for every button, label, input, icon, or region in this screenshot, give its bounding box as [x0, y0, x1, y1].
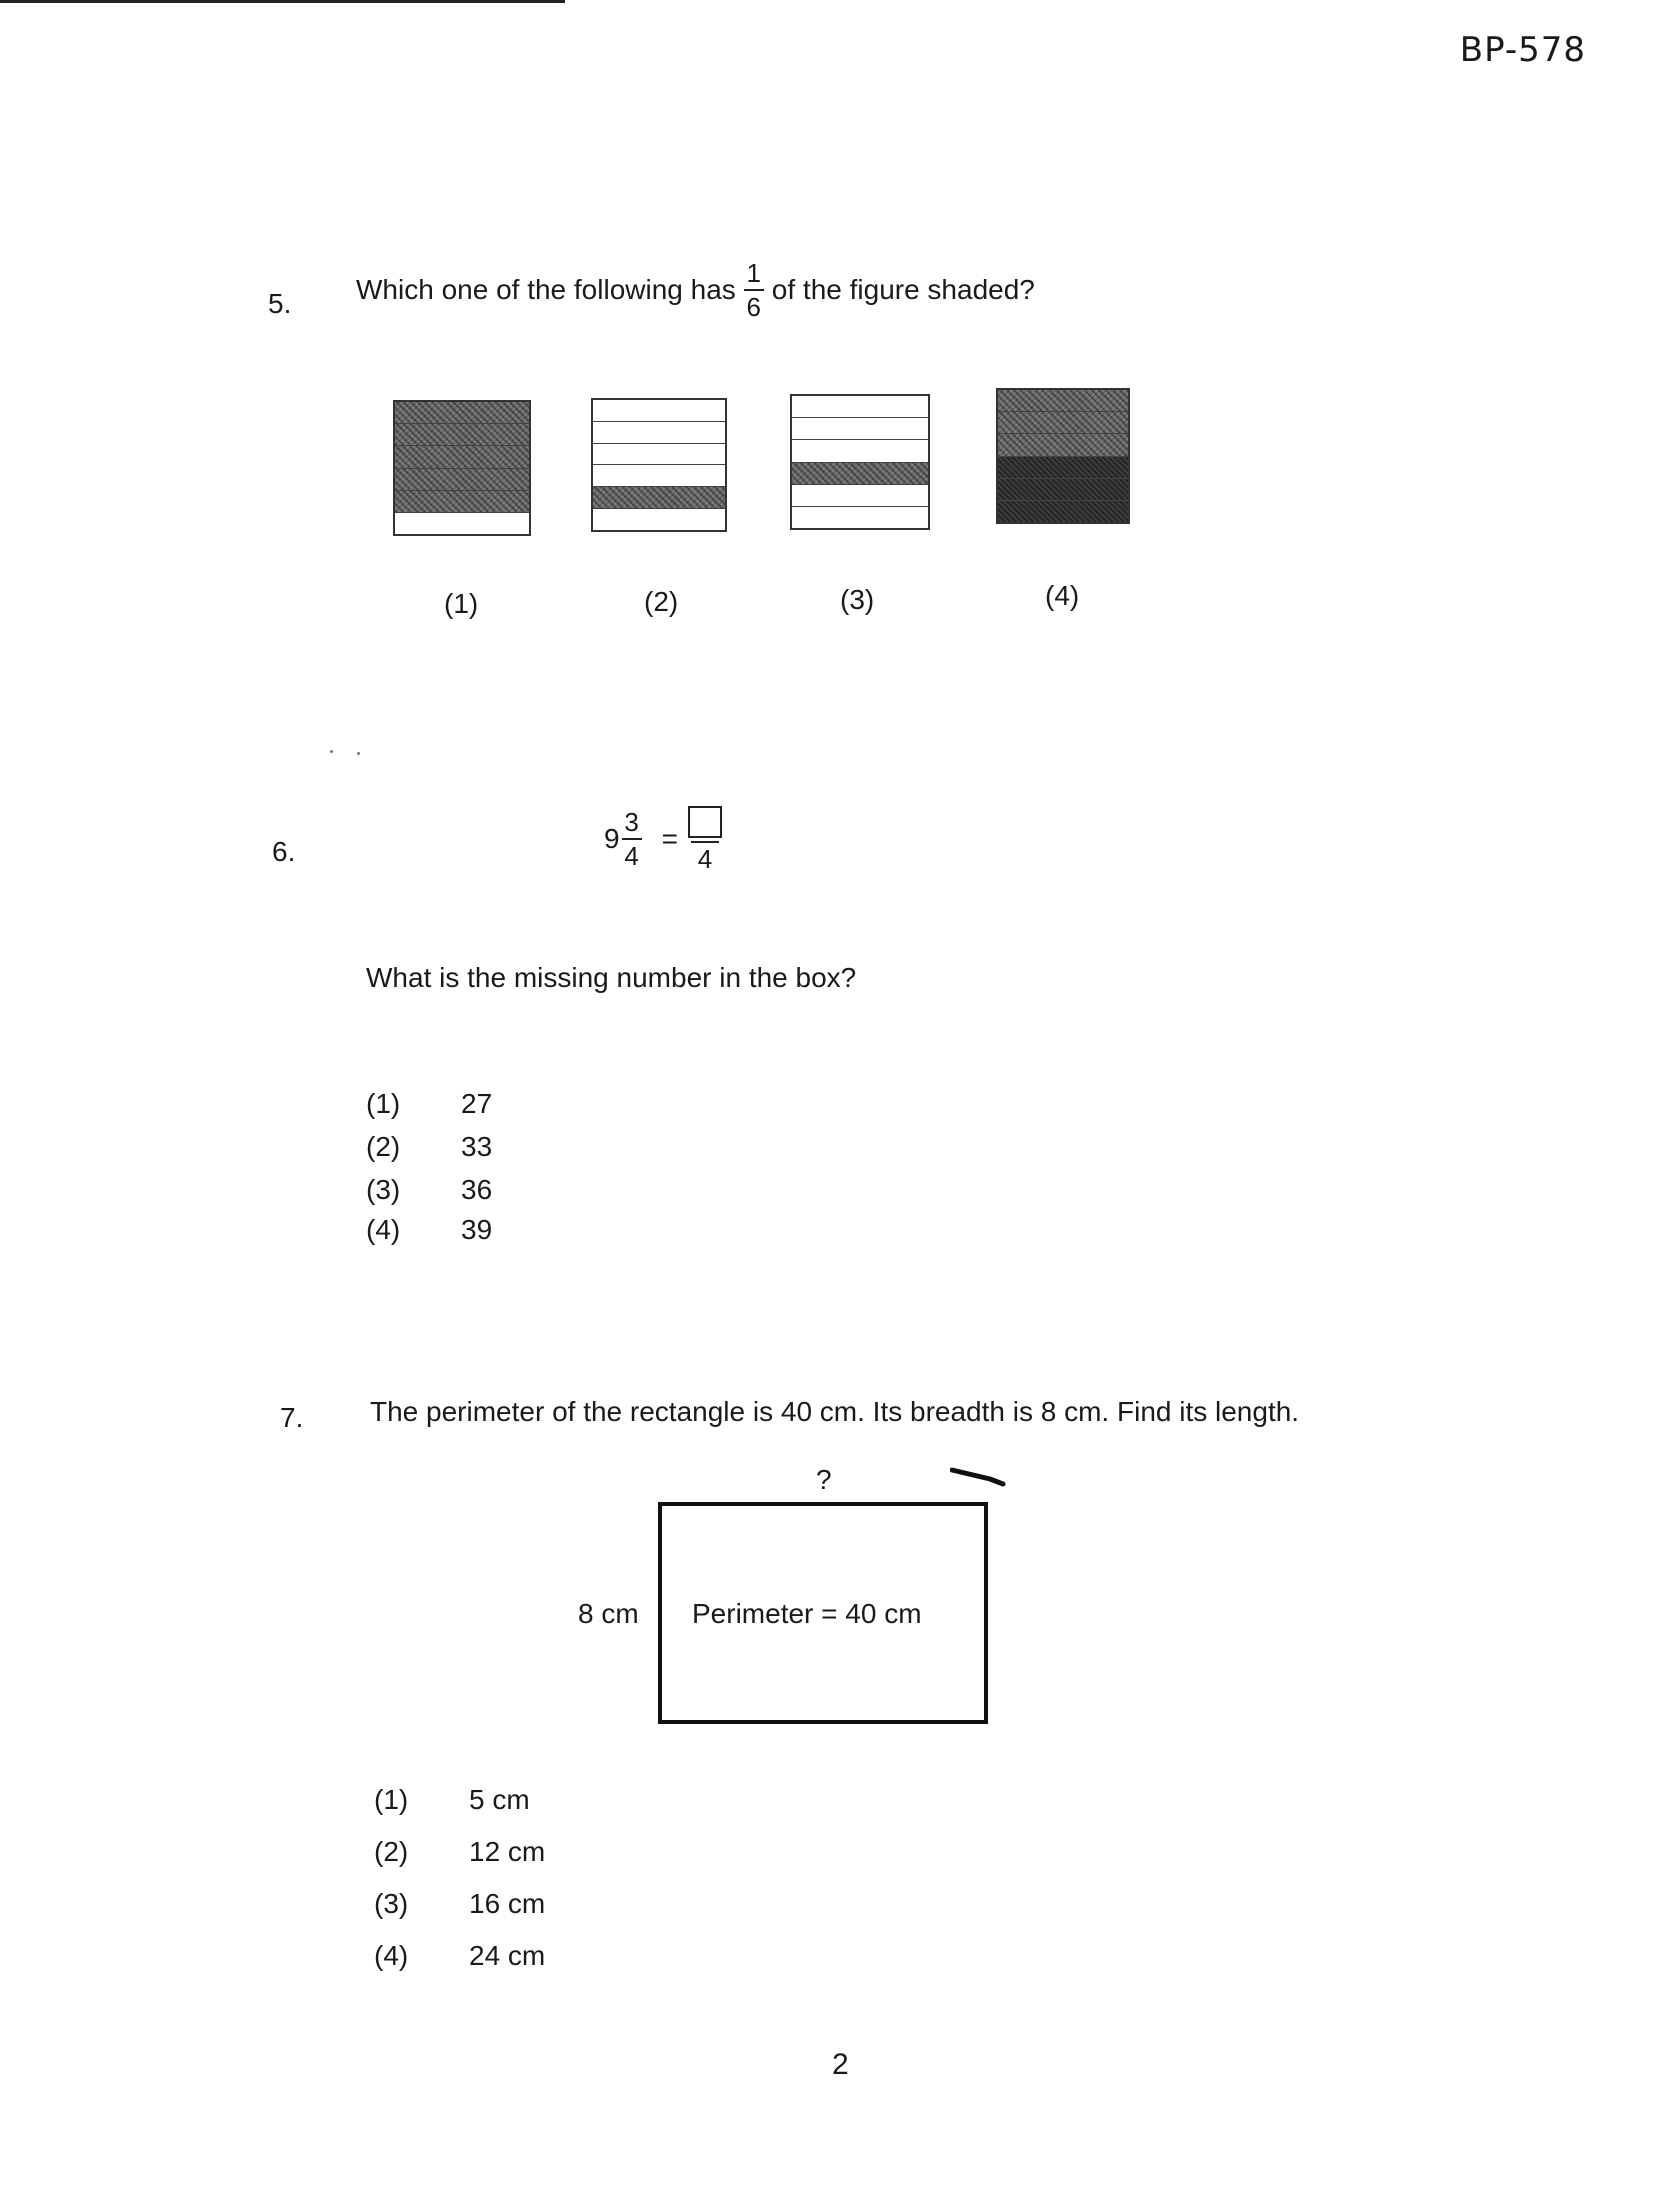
option-number: (4)	[374, 1940, 409, 1971]
pen-mark	[950, 1466, 1006, 1488]
option-number: (1)	[374, 1784, 409, 1815]
question-5-text-after: of the figure shaded?	[771, 274, 1035, 305]
choice-4-figure	[996, 388, 1130, 524]
equals-sign: =	[661, 823, 678, 854]
option-value: 39	[461, 1214, 493, 1245]
q7-option-4	[374, 1940, 545, 1972]
fraction-denominator: 4	[697, 844, 713, 874]
option-value: 27	[461, 1088, 493, 1119]
fraction-numerator: 1	[746, 258, 762, 288]
question-5-text	[356, 260, 1035, 320]
choice-2-label: (2)	[644, 586, 679, 617]
choice-3-label: (3)	[840, 584, 875, 615]
shaded-strip	[998, 501, 1128, 522]
option-number: (4)	[366, 1214, 401, 1245]
fraction-bar	[744, 289, 764, 291]
fraction-bar	[691, 841, 719, 843]
question-5-number: 5.	[268, 288, 292, 319]
choice-4-label: (4)	[1045, 580, 1080, 611]
option-number: (3)	[374, 1888, 409, 1919]
answer-fraction	[688, 806, 722, 872]
option-number: (1)	[366, 1088, 401, 1119]
unshaded-strip	[593, 509, 725, 530]
question-5-text-before: Which one of the following has	[356, 274, 736, 305]
choice-1-label: (1)	[444, 588, 479, 619]
option-number: (2)	[366, 1131, 401, 1162]
fraction-bar	[622, 838, 642, 840]
document-code: BP-578	[1459, 30, 1586, 70]
question-7-text: The perimeter of the rectangle is 40 cm. Its breadth is 8 cm. Find its length.	[370, 1396, 1300, 1427]
shaded-strip	[395, 491, 529, 513]
page-number: 2	[832, 2048, 849, 2081]
shaded-strip	[998, 412, 1128, 434]
q7-option-1	[374, 1784, 530, 1816]
option-value: 33	[461, 1131, 493, 1162]
shaded-strip	[395, 446, 529, 468]
choice-1-figure	[393, 400, 531, 536]
q7-option-2	[374, 1836, 545, 1868]
unshaded-strip	[395, 513, 529, 534]
fraction-denominator: 6	[746, 292, 762, 322]
shaded-strip	[792, 463, 928, 485]
q6-option-4	[366, 1214, 492, 1246]
unshaded-strip	[792, 396, 928, 418]
unshaded-strip	[792, 418, 928, 440]
q6-option-3	[366, 1174, 492, 1206]
shaded-strip	[395, 424, 529, 446]
unshaded-strip	[792, 485, 928, 507]
top-rule	[0, 0, 565, 3]
one-sixth-fraction	[744, 260, 764, 320]
option-number: (3)	[366, 1174, 401, 1205]
unshaded-strip	[593, 422, 725, 444]
shaded-strip	[593, 487, 725, 509]
breadth-label: 8 cm	[578, 1598, 639, 1629]
q7-option-3	[374, 1888, 545, 1920]
choice-3-figure	[790, 394, 930, 530]
perimeter-label: Perimeter = 40 cm	[692, 1598, 922, 1629]
option-value: 16 cm	[469, 1888, 546, 1919]
unshaded-strip	[593, 444, 725, 466]
q6-option-1	[366, 1088, 492, 1120]
fraction-numerator: 3	[624, 807, 639, 837]
shaded-strip	[395, 402, 529, 424]
option-value: 5 cm	[469, 1784, 530, 1815]
shaded-strip	[998, 457, 1128, 479]
unshaded-strip	[792, 507, 928, 528]
q6-option-2	[366, 1131, 492, 1163]
fraction-denominator: 4	[624, 841, 639, 871]
option-number: (2)	[374, 1836, 409, 1867]
question-6-number: 6.	[272, 836, 296, 867]
unshaded-strip	[593, 465, 725, 487]
shaded-strip	[998, 390, 1128, 412]
length-unknown-label: ?	[816, 1464, 832, 1495]
unshaded-strip	[792, 440, 928, 462]
three-quarters-fraction	[622, 809, 642, 869]
missing-number-box	[688, 806, 722, 838]
shaded-strip	[395, 469, 529, 491]
question-6-equation	[604, 806, 722, 872]
scan-speck	[330, 750, 333, 753]
choice-2-figure	[591, 398, 727, 532]
shaded-strip	[998, 434, 1128, 456]
whole-number: 9	[604, 823, 620, 854]
option-value: 12 cm	[469, 1836, 546, 1867]
shaded-strip	[998, 479, 1128, 501]
option-value: 36	[461, 1174, 493, 1205]
scan-speck	[357, 752, 360, 755]
option-value: 24 cm	[469, 1940, 546, 1971]
question-7-number: 7.	[280, 1402, 304, 1433]
question-6-text: What is the missing number in the box?	[366, 962, 857, 993]
unshaded-strip	[593, 400, 725, 422]
